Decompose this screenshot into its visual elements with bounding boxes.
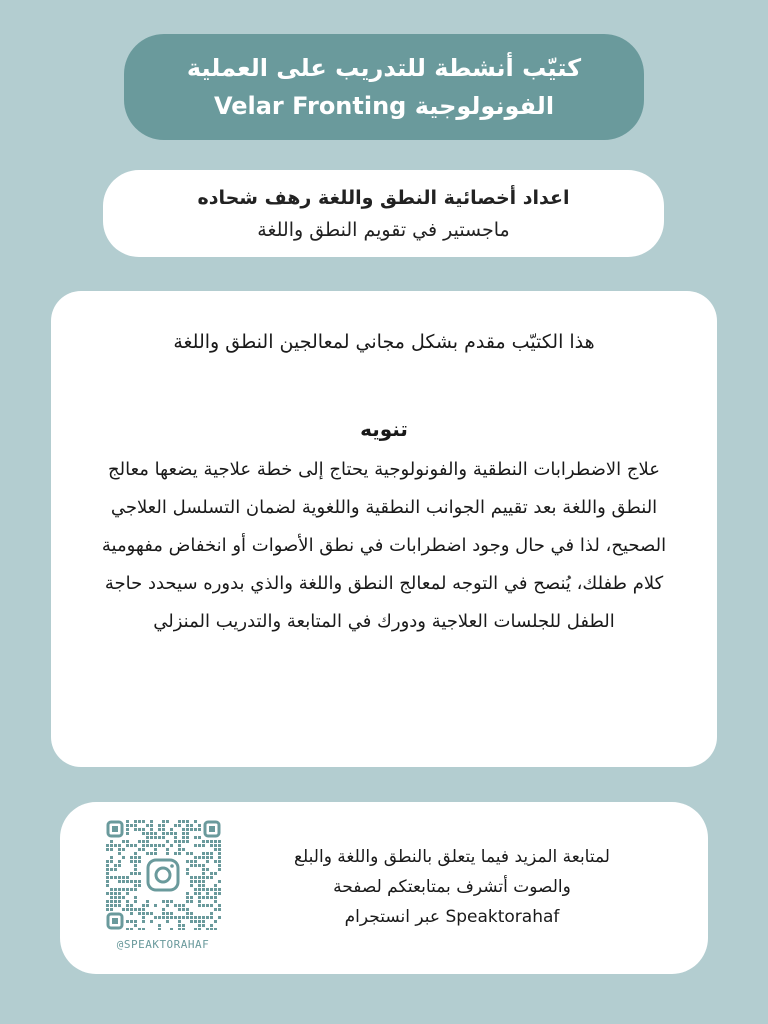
follow-line: Speaktorahaf عبر انستجرام [344,907,560,927]
follow-text [242,842,662,932]
qr-code-icon[interactable] [106,820,221,930]
follow-card [60,802,708,974]
notice-line: كلام طفلك، يُنصح في التوجه لمعالج النطق واللغة والذي بدوره سيحدد حاجة [104,573,664,594]
intro-text: هذا الكتيّب مقدم بشكل مجاني لمعالجين النطق واللغة [173,331,595,353]
notice-body [63,451,705,641]
title-banner [124,34,644,140]
notice-line: النطق واللغة بعد تقييم الجوانب النطقية واللغوية لضمان التسلسل العلاجي [110,497,658,518]
notice-title: تنويه [360,417,408,441]
title-line-1: كتيّب أنشطة للتدريب على العملية [186,54,582,82]
notice-line: الطفل للجلسات العلاجية ودورك في المتابعة والتدريب المنزلي [153,611,615,632]
author-card [103,170,664,257]
author-degree: ماجستير في تقويم النطق واللغة [257,218,510,241]
instagram-handle: @SPEAKTORAHAF [116,938,210,951]
info-card [51,291,717,767]
notice-line: علاج الاضطرابات النطقية والفونولوجية يحتاج إلى خطة علاجية يضعها معالج [108,459,660,480]
title-line-2: الفونولوجية Velar Fronting [213,92,555,120]
follow-line: لمتابعة المزيد فيما يتعلق بالنطق واللغة والبلع [293,847,610,867]
follow-line: والصوت أتشرف بمتابعتكم لصفحة [333,877,571,897]
notice-line: الصحيح، لذا في حال وجود اضطرابات في نطق الأصوات أو انخفاض مفهومية [101,535,667,556]
author-name: اعداد أخصائية النطق واللغة رهف شحاده [197,186,570,209]
